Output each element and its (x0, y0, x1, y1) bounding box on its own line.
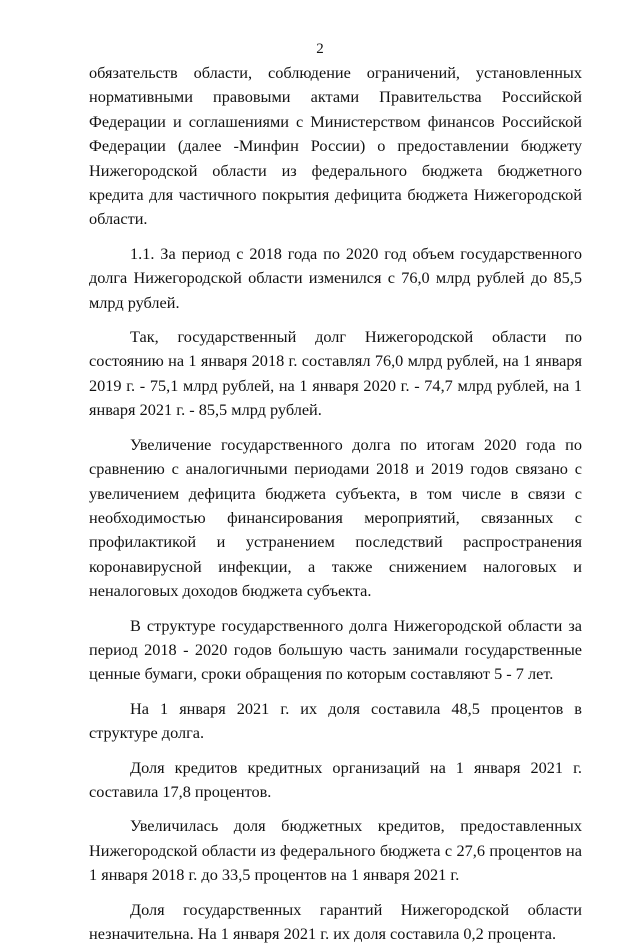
paragraph-debt-structure: В структуре государственного долга Нижегородской области за период 2018 - 2020 годов большую часть занимали государственные ценные бумаги, сроки обращения по которым составляют 5 - 7 лет. (89, 615, 582, 684)
paragraph-debt-change: 1.1. За период с 2018 года по 2020 год объем государственного долга Нижегородской области изменился с 76,0 млрд рублей до 85,5 млрд рублей. (89, 243, 582, 312)
paragraph-securities-share: На 1 января 2021 г. их доля составила 48,5 процентов в структуре долга. (89, 698, 582, 743)
paragraph-budget-loans-share: Увеличилась доля бюджетных кредитов, предоставленных Нижегородской области из федерального бюджета с 27,6 процентов на 1 января 2018 г. до 33,5 процентов на 1 января 2021 г. (89, 816, 582, 885)
page-number: 2 (316, 41, 324, 57)
paragraph-continued: обязательств области, соблюдение ограничений, установленных нормативными правовыми актами Правительства Российской Федерации и соглашениями с Министерством финансов Российской Федерации (далее -Минфин России) о предоставлении бюджету Нижегородской области из федерального бюджета бюджетного кредита для частичного покрытия дефицита бюджета Нижегородской области. (89, 63, 582, 229)
paragraph-debt-increase-reasons: Увеличение государственного долга по итогам 2020 года по сравнению с аналогичными периодами 2018 и 2019 годов связано с увеличением дефицита бюджета субъекта, в том числе в связи с необходимостью финансирования мероприятий, связанных с профилактикой и устранением последствий распространения коронавирусной инфекции, а также снижением налоговых и неналоговых доходов бюджета субъекта. (89, 434, 582, 601)
paragraph-debt-by-date: Так, государственный долг Нижегородской области по состоянию на 1 января 2018 г. составлял 76,0 млрд рублей, на 1 января 2019 г. - 75,1 млрд рублей, на 1 января 2020 г. - 74,7 млрд рублей, на 1 января 2021 г. - 85,5 млрд рублей. (89, 327, 582, 420)
paragraph-guarantees-share: Доля государственных гарантий Нижегородской области незначительна. На 1 января 2021 г. их доля составила 0,2 процента. (89, 899, 582, 943)
paragraph-bank-loans-share: Доля кредитов кредитных организаций на 1 января 2021 г. составила 17,8 процентов. (89, 757, 582, 801)
document-body (89, 61, 582, 946)
